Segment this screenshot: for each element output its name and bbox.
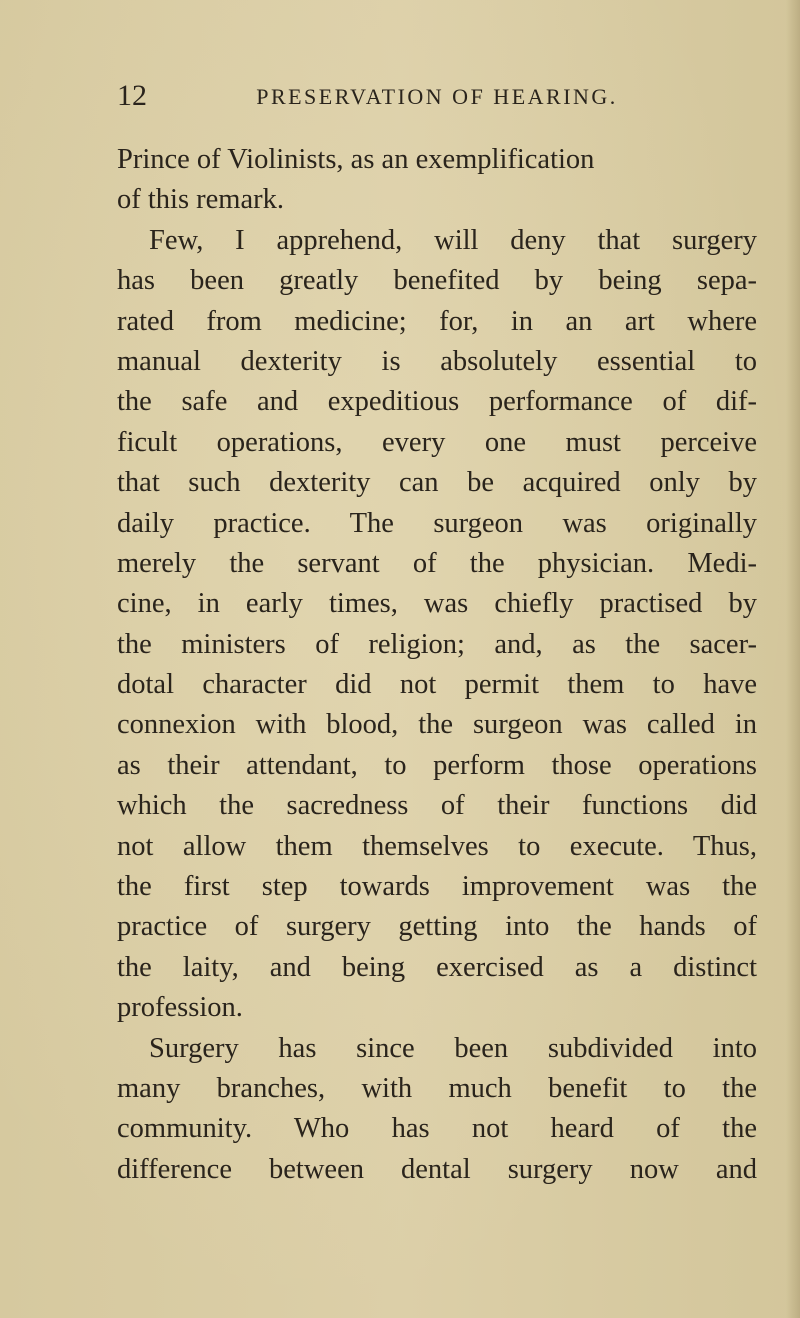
text-line: manual dexterity is absolutely essential to (117, 345, 757, 377)
text-line: connexion with blood, the surgeon was called in (117, 709, 757, 741)
text-line: cine, in early times, was chiefly practised by (117, 588, 757, 620)
text-line: the first step towards improvement was the (117, 871, 757, 903)
running-title: PRESERVATION OF HEARING. (256, 84, 618, 109)
text-line: difference between dental surgery now and (117, 1153, 757, 1185)
text-line: rated from medicine; for, in an art where (117, 305, 757, 337)
page-number: 12 (117, 79, 147, 112)
paragraph-start-line: Surgery has since been subdivided into (149, 1032, 757, 1064)
text-line: not allow them themselves to execute. Thus, (117, 830, 757, 862)
text-line: of this remark. (117, 184, 284, 216)
text-line: merely the servant of the physician. Medi- (117, 547, 757, 579)
paragraph-start-line: Few, I apprehend, will deny that surgery (149, 224, 757, 256)
text-line: which the sacredness of their functions did (117, 790, 757, 822)
text-line: profession. (117, 992, 243, 1024)
page-edge-shadow (786, 0, 800, 1318)
text-line: as their attendant, to perform those operations (117, 749, 757, 781)
page-header (117, 78, 757, 118)
text-line: many branches, with much benefit to the (117, 1072, 757, 1104)
text-line: community. Who has not heard of the (117, 1113, 757, 1145)
text-line: has been greatly benefited by being sepa- (117, 265, 757, 297)
text-line: practice of surgery getting into the hands of (117, 911, 757, 943)
text-line: ficult operations, every one must perceive (117, 426, 757, 458)
body-text (117, 140, 757, 1190)
text-line: Prince of Violinists, as an exemplification (117, 144, 595, 175)
text-line: the safe and expeditious performance of dif- (117, 386, 757, 418)
text-line: that such dexterity can be acquired only by (117, 467, 757, 499)
text-line: dotal character did not permit them to have (117, 669, 757, 701)
text-line: daily practice. The surgeon was originally (117, 507, 757, 539)
text-line: the laity, and being exercised as a distinct (117, 951, 757, 983)
text-line: the ministers of religion; and, as the sacer- (117, 628, 757, 660)
